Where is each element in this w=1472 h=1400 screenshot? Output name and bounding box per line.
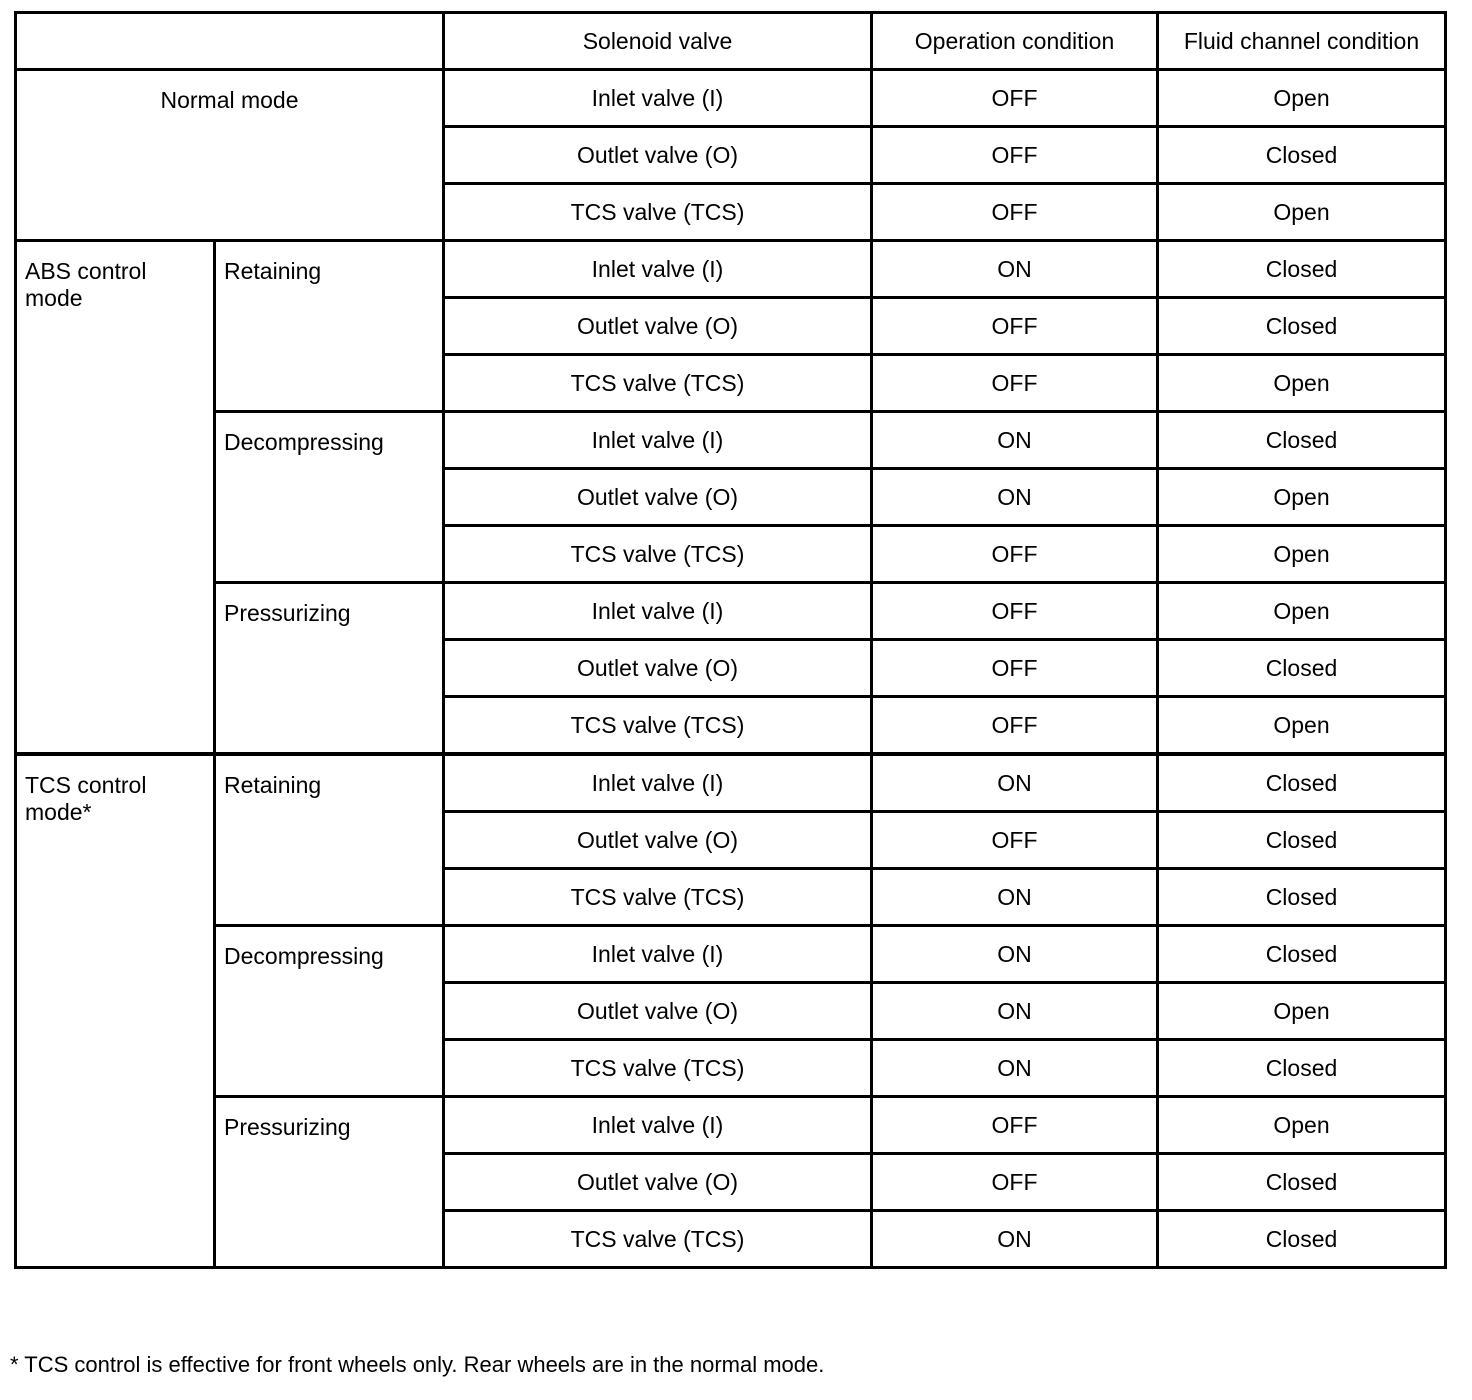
operation-cell: OFF: [872, 526, 1158, 583]
operation-cell: OFF: [872, 1154, 1158, 1211]
fluid-cell: Open: [1158, 697, 1446, 755]
fluid-cell: Open: [1158, 983, 1446, 1040]
valve-cell: TCS valve (TCS): [444, 355, 872, 412]
operation-cell: OFF: [872, 1097, 1158, 1154]
header-operation-condition: Operation condition: [872, 13, 1158, 70]
valve-cell: Outlet valve (O): [444, 469, 872, 526]
abs-retaining-label: Retaining: [215, 241, 444, 412]
fluid-cell: Open: [1158, 1097, 1446, 1154]
operation-cell: ON: [872, 869, 1158, 926]
fluid-cell: Open: [1158, 526, 1446, 583]
tcs-decompressing-label: Decompressing: [215, 926, 444, 1097]
header-fluid-channel-condition: Fluid channel condition: [1158, 13, 1446, 70]
abs-control-mode-group: [16, 241, 1446, 755]
table-row: [16, 70, 1446, 127]
valve-cell: Outlet valve (O): [444, 298, 872, 355]
fluid-cell: Closed: [1158, 1154, 1446, 1211]
fluid-cell: Closed: [1158, 241, 1446, 298]
valve-cell: Outlet valve (O): [444, 812, 872, 869]
header-row: [16, 13, 1446, 70]
operation-cell: OFF: [872, 127, 1158, 184]
valve-cell: TCS valve (TCS): [444, 1211, 872, 1268]
operation-cell: OFF: [872, 583, 1158, 640]
valve-cell: TCS valve (TCS): [444, 526, 872, 583]
valve-cell: TCS valve (TCS): [444, 869, 872, 926]
operation-cell: ON: [872, 412, 1158, 469]
fluid-cell: Closed: [1158, 412, 1446, 469]
valve-cell: Outlet valve (O): [444, 127, 872, 184]
fluid-cell: Closed: [1158, 812, 1446, 869]
normal-mode-group: [16, 70, 1446, 241]
valve-cell: Inlet valve (I): [444, 754, 872, 812]
operation-cell: OFF: [872, 298, 1158, 355]
header-solenoid-valve: Solenoid valve: [444, 13, 872, 70]
operation-cell: ON: [872, 754, 1158, 812]
operation-cell: ON: [872, 1040, 1158, 1097]
valve-cell: Outlet valve (O): [444, 1154, 872, 1211]
abs-pressurizing-label: Pressurizing: [215, 583, 444, 755]
footnote: * TCS control is effective for front wheels only. Rear wheels are in the normal mode.: [10, 1352, 825, 1377]
valve-cell: Inlet valve (I): [444, 241, 872, 298]
operation-cell: ON: [872, 983, 1158, 1040]
normal-mode-label: Normal mode: [16, 70, 444, 241]
fluid-cell: Closed: [1158, 1040, 1446, 1097]
fluid-cell: Open: [1158, 469, 1446, 526]
fluid-cell: Closed: [1158, 754, 1446, 812]
valve-cell: TCS valve (TCS): [444, 697, 872, 755]
fluid-cell: Open: [1158, 70, 1446, 127]
fluid-cell: Closed: [1158, 640, 1446, 697]
operation-cell: OFF: [872, 812, 1158, 869]
operation-cell: ON: [872, 469, 1158, 526]
valve-cell: Inlet valve (I): [444, 1097, 872, 1154]
table-row: [16, 1097, 1446, 1154]
operation-cell: OFF: [872, 70, 1158, 127]
solenoid-valve-table: [14, 11, 1447, 1269]
operation-cell: OFF: [872, 640, 1158, 697]
operation-cell: ON: [872, 1211, 1158, 1268]
abs-control-mode-label: ABS control mode: [16, 241, 215, 755]
fluid-cell: Open: [1158, 184, 1446, 241]
valve-cell: Inlet valve (I): [444, 926, 872, 983]
fluid-cell: Closed: [1158, 869, 1446, 926]
table-row: [16, 583, 1446, 640]
tcs-control-mode-label: TCS control mode*: [16, 754, 215, 1268]
valve-cell: Outlet valve (O): [444, 983, 872, 1040]
abs-decompressing-label: Decompressing: [215, 412, 444, 583]
table-row: [16, 926, 1446, 983]
tcs-control-mode-group: [16, 754, 1446, 1268]
operation-cell: ON: [872, 926, 1158, 983]
fluid-cell: Closed: [1158, 127, 1446, 184]
operation-cell: ON: [872, 241, 1158, 298]
valve-cell: TCS valve (TCS): [444, 1040, 872, 1097]
table-row: [16, 754, 1446, 812]
operation-cell: OFF: [872, 355, 1158, 412]
valve-cell: TCS valve (TCS): [444, 184, 872, 241]
header-blank-cell: [16, 13, 444, 70]
valve-cell: Inlet valve (I): [444, 583, 872, 640]
tcs-pressurizing-label: Pressurizing: [215, 1097, 444, 1268]
operation-cell: OFF: [872, 697, 1158, 755]
fluid-cell: Open: [1158, 355, 1446, 412]
fluid-cell: Closed: [1158, 1211, 1446, 1268]
valve-cell: Inlet valve (I): [444, 412, 872, 469]
fluid-cell: Closed: [1158, 298, 1446, 355]
table-row: [16, 412, 1446, 469]
fluid-cell: Closed: [1158, 926, 1446, 983]
fluid-cell: Open: [1158, 583, 1446, 640]
valve-cell: Inlet valve (I): [444, 70, 872, 127]
valve-cell: Outlet valve (O): [444, 640, 872, 697]
tcs-retaining-label: Retaining: [215, 754, 444, 926]
table-row: [16, 241, 1446, 298]
operation-cell: OFF: [872, 184, 1158, 241]
